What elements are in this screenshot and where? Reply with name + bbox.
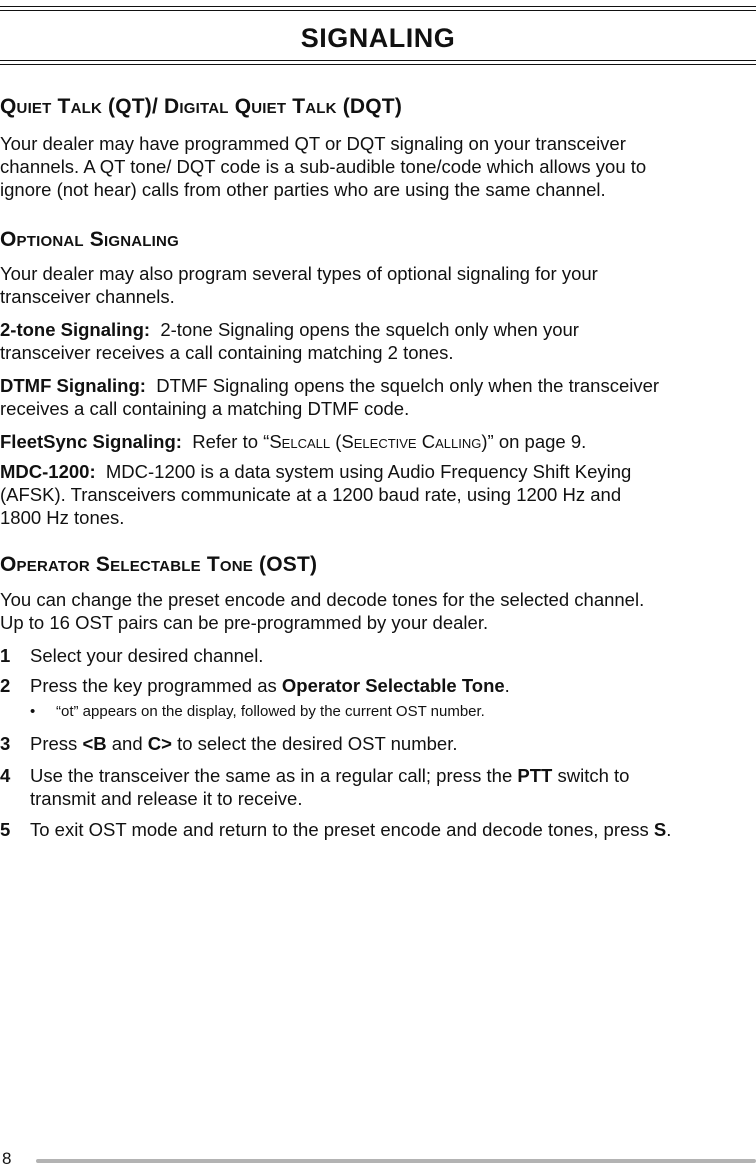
optional-intro bbox=[0, 262, 598, 308]
bullet-text: “ot” appears on the display, followed by the current OST number. bbox=[56, 703, 485, 720]
section-heading-optional: Optional Signaling bbox=[0, 228, 179, 251]
mdc-paragraph bbox=[0, 460, 631, 529]
s-key: S bbox=[653, 819, 667, 840]
fleetsync-paragraph bbox=[0, 430, 586, 453]
fleetsync-text-post: ” on page 9. bbox=[487, 431, 587, 452]
step-4 bbox=[0, 764, 752, 810]
qt-line: ignore (not hear) calls from other parties who are using the same channel. bbox=[0, 179, 606, 200]
step-text-post: . bbox=[504, 675, 510, 696]
optional-intro-line: Your dealer may also program several types of optional signaling for your bbox=[0, 263, 598, 284]
section-heading-qt: Quiet Talk (QT)/ Digital Quiet Talk (DQT) bbox=[0, 95, 403, 118]
step-number: 2 bbox=[0, 675, 11, 696]
step-text-pre: To exit OST mode and return to the preset encode and decode tones, press bbox=[30, 819, 654, 840]
step-text-pre: Press the key programmed as bbox=[30, 675, 282, 696]
two-tone-line: transceiver receives a call containing matching 2 tones. bbox=[0, 342, 454, 363]
two-tone-label: 2-tone Signaling: bbox=[0, 319, 151, 340]
mdc-line: 1800 Hz tones. bbox=[0, 507, 125, 528]
step-2-bullet bbox=[30, 702, 485, 722]
step-number: 1 bbox=[0, 645, 11, 666]
qt-line: Your dealer may have programmed QT or DQT signaling on your transceiver bbox=[0, 133, 626, 154]
ost-intro bbox=[0, 588, 644, 634]
footer-rule bbox=[36, 1159, 756, 1163]
step-text-line2: transmit and release it to receive. bbox=[30, 788, 303, 809]
fleetsync-line bbox=[0, 430, 586, 453]
page-title: SIGNALING bbox=[300, 23, 456, 53]
step-text-post: switch to bbox=[552, 765, 630, 786]
step-number: 5 bbox=[0, 819, 11, 840]
step-text-pre: Use the transceiver the same as in a regular call; press the bbox=[30, 765, 518, 786]
step-1 bbox=[0, 644, 752, 667]
optional-intro-line: transceiver channels. bbox=[0, 286, 175, 307]
step-text-pre: Press bbox=[30, 733, 83, 754]
step-5 bbox=[0, 818, 752, 841]
page-number: 8 bbox=[2, 1149, 12, 1168]
two-tone-text: 2-tone Signaling opens the squelch only when your bbox=[150, 319, 579, 340]
header-rule-bottom-2 bbox=[0, 64, 756, 65]
ost-intro-line: Up to 16 OST pairs can be pre-programmed by your dealer. bbox=[0, 612, 489, 633]
step-text: Select your desired channel. bbox=[30, 645, 264, 666]
fleetsync-label: FleetSync Signaling: bbox=[0, 431, 182, 452]
step-3 bbox=[0, 732, 752, 755]
step-number: 4 bbox=[0, 765, 11, 786]
dtmf-text: DTMF Signaling opens the squelch only when the transceiver bbox=[145, 375, 660, 396]
key-c: C> bbox=[147, 733, 172, 754]
header-rule-bottom bbox=[0, 60, 756, 61]
step-number: 3 bbox=[0, 733, 11, 754]
step-text bbox=[30, 818, 752, 841]
step-text bbox=[30, 764, 752, 810]
fleetsync-reference: Selcall (Selective Calling) bbox=[269, 431, 488, 452]
mdc-line bbox=[0, 460, 631, 483]
dtmf-paragraph bbox=[0, 374, 659, 420]
dtmf-label: DTMF Signaling: bbox=[0, 375, 146, 396]
section-heading-ost: Operator Selectable Tone (OST) bbox=[0, 553, 318, 576]
step-text bbox=[30, 674, 752, 697]
step-text-post: . bbox=[666, 819, 672, 840]
ptt-key: PTT bbox=[517, 765, 553, 786]
header-rule-top bbox=[0, 6, 756, 7]
mdc-text: MDC-1200 is a data system using Audio Frequency Shift Keying bbox=[95, 461, 632, 482]
key-b: <B bbox=[82, 733, 107, 754]
dtmf-line bbox=[0, 374, 659, 397]
ost-intro-line: You can change the preset encode and decode tones for the selected channel. bbox=[0, 589, 645, 610]
step-text bbox=[30, 732, 752, 755]
bullet-dot: • bbox=[30, 703, 36, 720]
qt-paragraph bbox=[0, 132, 646, 201]
step-text-post: to select the desired OST number. bbox=[171, 733, 458, 754]
operator-selectable-tone-key: Operator Selectable Tone bbox=[281, 675, 505, 696]
dtmf-line: receives a call containing a matching DTMF code. bbox=[0, 398, 410, 419]
mdc-label: MDC-1200: bbox=[0, 461, 96, 482]
header-rule-top-2 bbox=[0, 10, 756, 11]
mdc-line: (AFSK). Transceivers communicate at a 1200 baud rate, using 1200 Hz and bbox=[0, 484, 622, 505]
two-tone-paragraph bbox=[0, 318, 579, 364]
qt-line: channels. A QT tone/ DQT code is a sub-audible tone/code which allows you to bbox=[0, 156, 647, 177]
two-tone-line bbox=[0, 318, 579, 341]
step-2 bbox=[0, 674, 752, 697]
fleetsync-text-pre: Refer to “ bbox=[181, 431, 270, 452]
step-text-mid: and bbox=[106, 733, 148, 754]
